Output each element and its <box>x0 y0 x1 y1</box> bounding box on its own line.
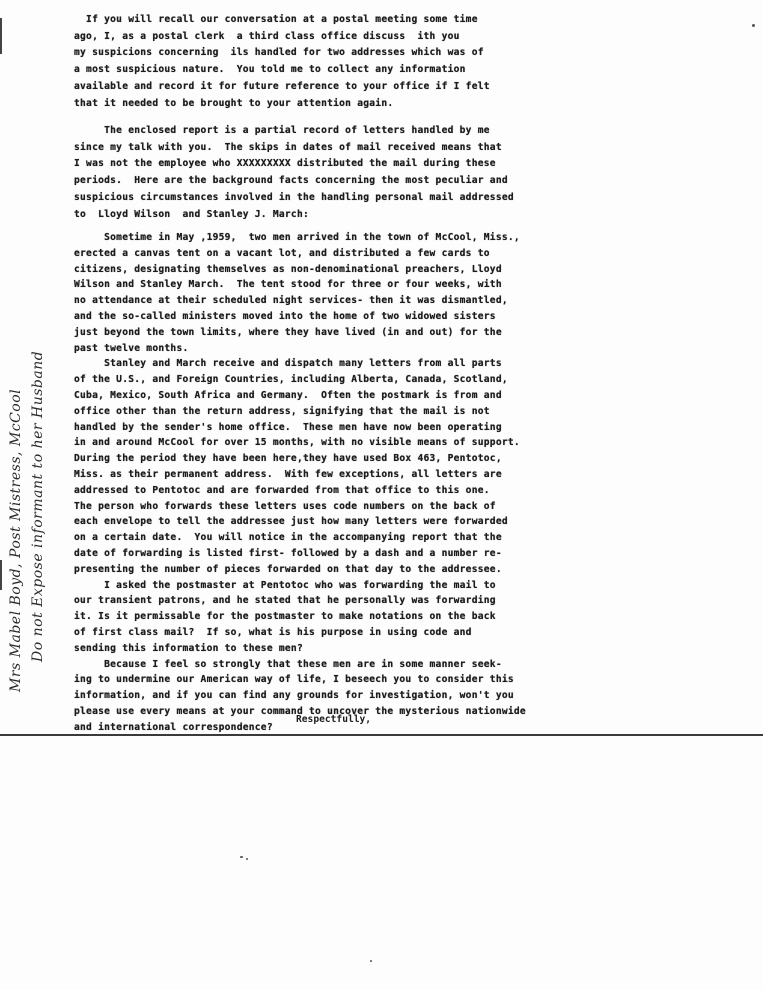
handwritten-margin-note-line2: Do not Expose informant to her Husband <box>30 350 46 662</box>
paragraph-body <box>74 230 526 736</box>
scan-speck <box>246 858 248 860</box>
text-line: date of forwarding is listed first- followed by a dash and a number re- <box>74 547 502 559</box>
text-line: ago, I, as a postal clerk a third class office discuss ith you <box>74 30 460 42</box>
text-line: since my talk with you. The skips in dates of mail received means that <box>74 141 502 153</box>
text-line: office other than the return address, signifying that the mail is not <box>74 405 490 417</box>
text-line: of the U.S., and Foreign Countries, including Alberta, Canada, Scotland, <box>74 374 508 386</box>
text-line: available and record it for future reference to your office if I felt <box>74 80 490 92</box>
text-line: periods. Here are the background facts concerning the most peculiar and <box>74 175 508 187</box>
closing-signature: Respectfully, <box>296 714 372 725</box>
text-line: Stanley and March receive and dispatch many letters from all parts <box>74 358 502 370</box>
text-line: a most suspicious nature. You told me to collect any information <box>74 64 466 76</box>
text-line: presenting the number of pieces forwarded on that day to the addressee. <box>74 563 502 575</box>
scan-edge-mark <box>0 560 2 590</box>
text-line: Wilson and Stanley March. The tent stood for three or four weeks, with <box>74 279 502 291</box>
text-line: Because I feel so strongly that these men are in some manner seek- <box>74 658 502 670</box>
text-line: Cuba, Mexico, South Africa and Germany. Often the postmark is from and <box>74 389 502 401</box>
text-line: I was not the employee who XXXXXXXXX distributed the mail during these <box>74 158 496 170</box>
scan-speck <box>240 856 243 858</box>
text-line: I asked the postmaster at Pentotoc who was forwarding the mail to <box>74 579 496 591</box>
text-line: to Lloyd Wilson and Stanley J. March: <box>74 208 310 220</box>
text-line: that it needed to be brought to your attention again. <box>74 97 394 109</box>
text-line: of first class mail? If so, what is his purpose in using code and <box>74 626 472 638</box>
text-line: no attendance at their scheduled night services- then it was dismantled, <box>74 295 508 307</box>
text-line: please use every means at your command to uncover the mysterious nationwide <box>74 705 526 717</box>
text-line: our transient patrons, and he stated that he personally was forwarding <box>74 595 496 607</box>
text-line: and the so-called ministers moved into the home of two widowed sisters <box>74 310 496 322</box>
text-line: Sometime in May ,1959, two men arrived in the town of McCool, Miss., <box>74 232 520 243</box>
text-line: citizens, designating themselves as non-denominational preachers, Lloyd <box>74 263 502 275</box>
text-line: in and around McCool for over 15 months, with no visible means of support. <box>74 437 520 449</box>
text-line: Miss. as their permanent address. With few exceptions, all letters are <box>74 468 502 480</box>
text-line: suspicious circumstances involved in the handling personal mail addressed <box>74 191 514 203</box>
text-line: past twelve months. <box>74 342 189 354</box>
scan-edge-mark <box>0 18 2 54</box>
text-line: erected a canvas tent on a vacant lot, and distributed a few cards to <box>74 247 490 259</box>
text-line: The person who forwards these letters uses code numbers on the back of <box>74 500 496 512</box>
text-line: During the period they have been here,they have used Box 463, Pentotoc, <box>74 453 502 465</box>
text-line: addressed to Pentotoc and are forwarded from that office to this one. <box>74 484 490 496</box>
text-line: each envelope to tell the addressee just how many letters were forwarded <box>74 516 508 528</box>
text-line: my suspicions concerning ils handled for two addresses which was of <box>74 47 484 59</box>
scan-speck <box>370 960 372 962</box>
text-line: If you will recall our conversation at a postal meeting some time <box>74 14 478 25</box>
text-line: information, and if you can find any grounds for investigation, won't you <box>74 690 514 702</box>
text-line: The enclosed report is a partial record of letters handled by me <box>74 125 490 136</box>
text-line: and international correspondence? <box>74 721 273 733</box>
handwritten-margin-note-line1: Mrs Mabel Boyd, Post Mistress, McCool <box>8 388 24 692</box>
text-line: ing to undermine our American way of life, I beseech you to consider this <box>74 674 514 686</box>
paragraph-opening <box>74 12 490 112</box>
text-line: on a certain date. You will notice in the accompanying report that the <box>74 532 502 544</box>
text-line: it. Is it permissable for the postmaster to make notations on the back <box>74 611 496 623</box>
scan-speck <box>752 24 755 27</box>
page-edge-rule <box>0 734 763 736</box>
paragraph-report <box>74 123 514 223</box>
text-line: just beyond the town limits, where they have lived (in and out) for the <box>74 326 502 338</box>
text-line: sending this information to these men? <box>74 642 303 654</box>
text-line: handled by the sender's home office. These men have now been operating <box>74 421 502 433</box>
